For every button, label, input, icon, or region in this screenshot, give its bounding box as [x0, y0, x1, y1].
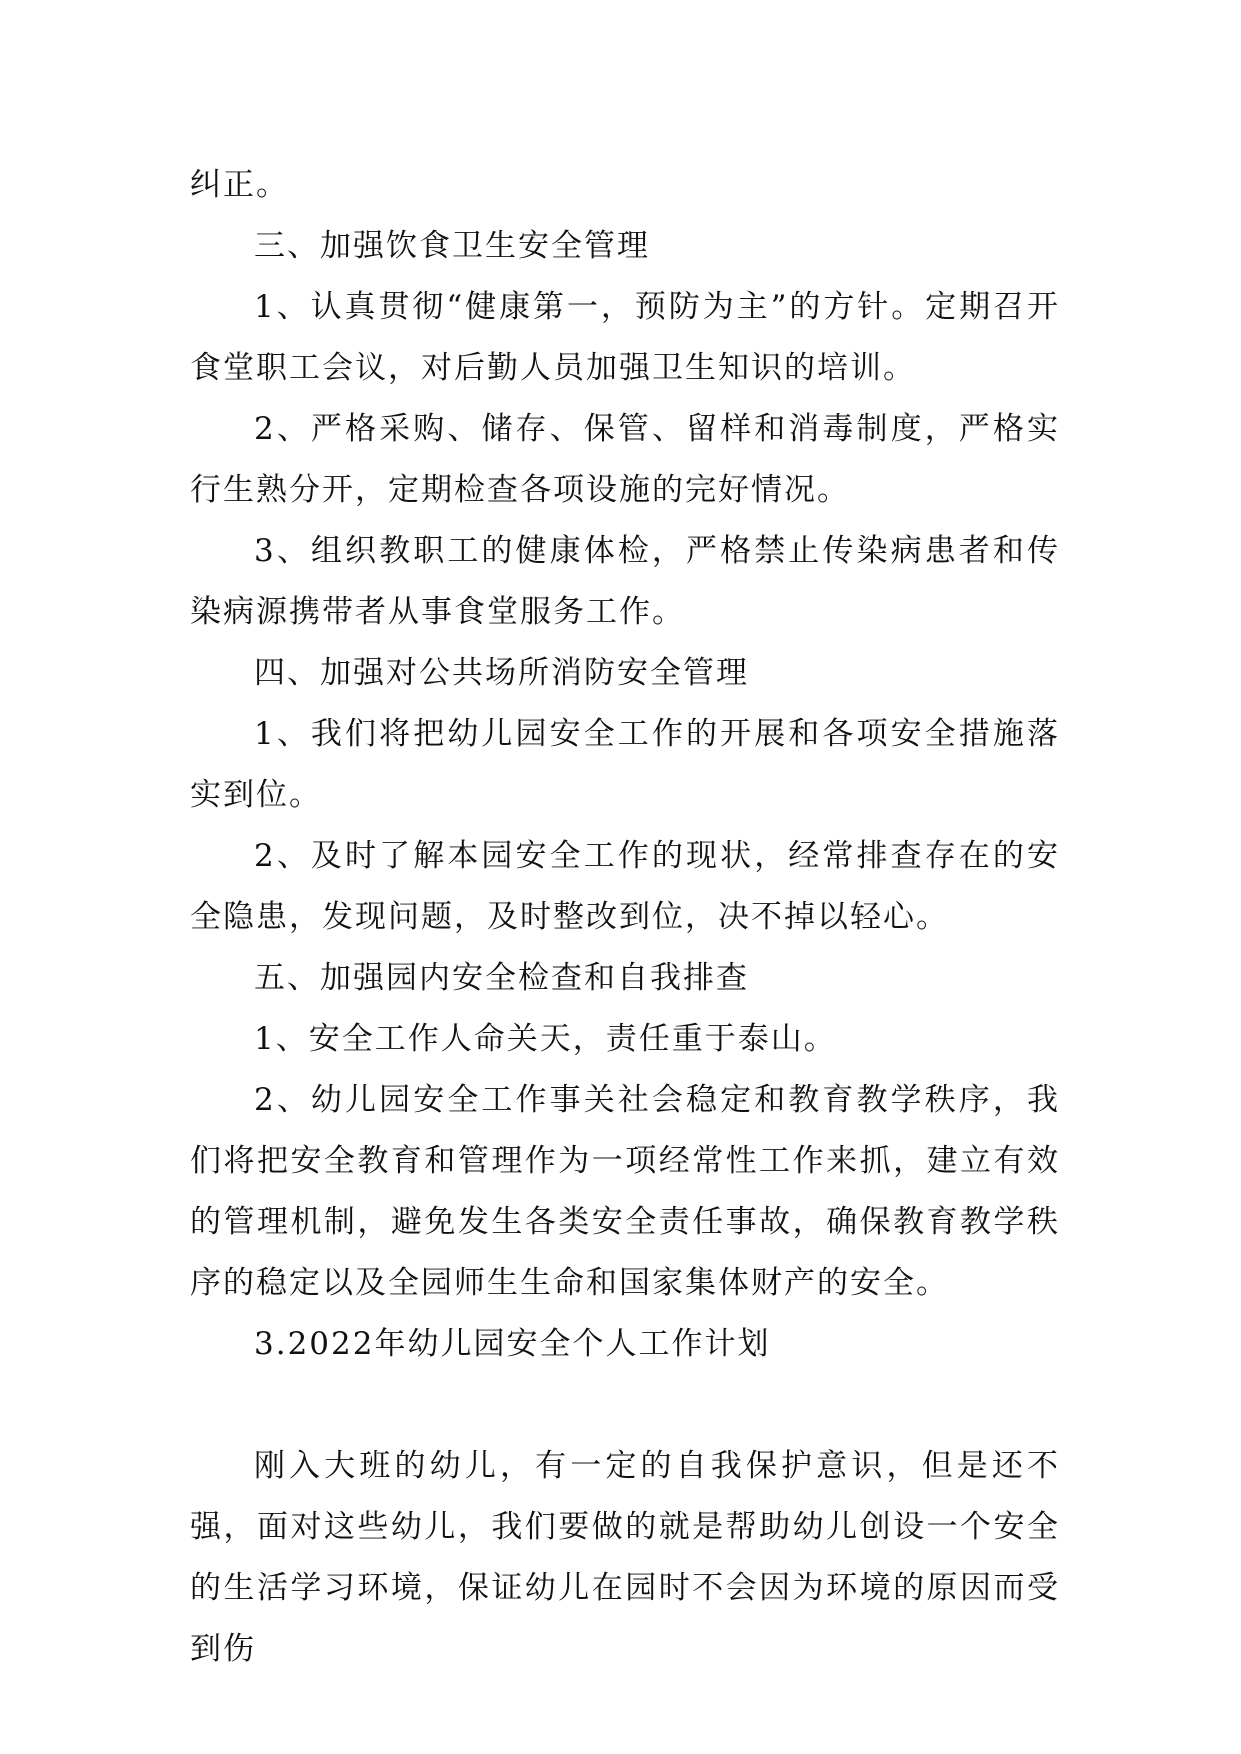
paragraph: 3、组织教职工的健康体检，严格禁止传染病患者和传染病源携带者从事食堂服务工作。 [190, 533, 1060, 630]
paragraph: 刚入大班的幼儿，有一定的自我保护意识，但是还不强，面对这些幼儿，我们要做的就是帮助幼儿创设一个安全的生活学习环境，保证幼儿在园时不会因为环境的原因而受到伤 [190, 1448, 1060, 1667]
paragraph: 1、安全工作人命关天，责任重于泰山。 [254, 1021, 837, 1057]
blank-line [190, 1375, 1060, 1436]
paragraph: 2、幼儿园安全工作事关社会稳定和教育教学秩序，我们将把安全教育和管理作为一项经常性工作来抓，建立有效的管理机制，避免发生各类安全责任事故，确保教育教学秩序的稳定以及全园师生生命和国家集体财产的安全。 [190, 1082, 1060, 1301]
section-heading-4: 四、加强对公共场所消防安全管理 [254, 655, 749, 691]
plan-title: 3.2022年幼儿园安全个人工作计划 [254, 1326, 771, 1362]
paragraph: 1、我们将把幼儿园安全工作的开展和各项安全措施落实到位。 [190, 716, 1060, 813]
document-body [190, 155, 1060, 1680]
paragraph-continuation: 纠正。 [190, 167, 289, 203]
section-heading-5: 五、加强园内安全检查和自我排查 [254, 960, 749, 996]
paragraph: 1、认真贯彻“健康第一，预防为主”的方针。定期召开食堂职工会议，对后勤人员加强卫生知识的培训。 [190, 289, 1060, 386]
section-heading-3: 三、加强饮食卫生安全管理 [254, 228, 650, 264]
paragraph: 2、及时了解本园安全工作的现状，经常排查存在的安全隐患，发现问题，及时整改到位，决不掉以轻心。 [190, 838, 1060, 935]
paragraph: 2、严格采购、储存、保管、留样和消毒制度，严格实行生熟分开，定期检查各项设施的完好情况。 [190, 411, 1060, 508]
